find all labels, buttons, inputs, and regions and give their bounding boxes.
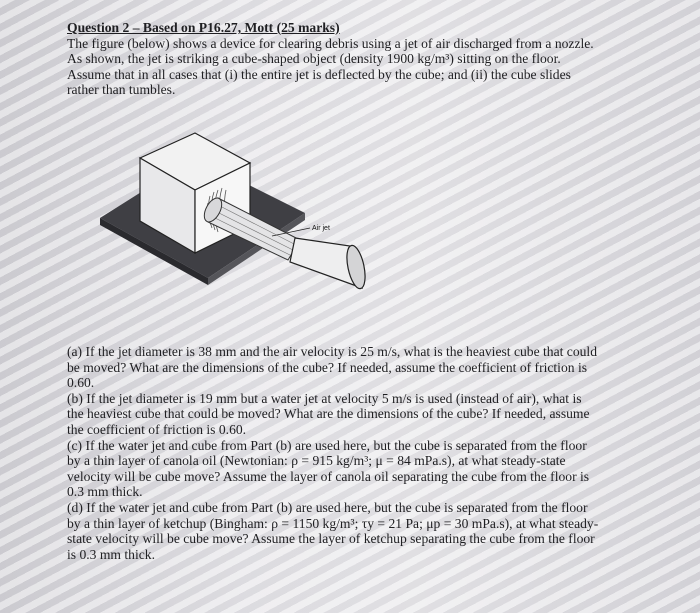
- question-parts: [67, 344, 667, 562]
- part-a-line: (a) If the jet diameter is 38 mm and the air velocity is 25 m/s, what is the heaviest cube that could: [67, 344, 598, 359]
- part-b-line: the heaviest cube that could be moved? What are the dimensions of the cube? If needed, assume: [67, 406, 590, 422]
- part-c-line: 0.3 mm thick.: [67, 484, 143, 500]
- part-d-line: is 0.3 mm thick.: [67, 546, 155, 562]
- part-b-line: (b) If the jet diameter is 19 mm but a water jet at velocity 5 m/s is used (instead of air), what is: [67, 390, 582, 406]
- part-a-line: be moved? What are the dimensions of the cube? If needed, assume the coefficient of friction is: [67, 359, 588, 375]
- question-header: [67, 20, 667, 98]
- intro-line: The figure (below) shows a device for clearing debris using a jet of air discharged from a nozzle.: [67, 35, 594, 51]
- debris-clearing-figure: [100, 128, 390, 318]
- question-title: Question 2 – Based on P16.27, Mott (25 marks): [67, 20, 340, 35]
- part-b-line: the coefficient of friction is 0.60.: [67, 421, 247, 437]
- part-d-line: state velocity will be cube move? Assume the layer of ketchup separating the cube from the floor: [67, 531, 595, 547]
- part-c-line: by a thin layer of canola oil (Newtonian: ρ = 915 kg/m³; μ = 84 mPa.s), at what steady-state: [67, 453, 566, 469]
- air-jet-label: Air jet: [312, 225, 330, 232]
- part-a-line: 0.60.: [67, 375, 95, 391]
- part-c-line: velocity will be cube move? Assume the layer of canola oil separating the cube from the floor is: [67, 468, 590, 484]
- intro-line: rather than tumbles.: [67, 82, 176, 98]
- part-d-line: (d) If the water jet and cube from Part (b) are used here, but the cube is separated from the floor: [67, 499, 588, 515]
- part-c-line: (c) If the water jet and cube from Part (b) are used here, but the cube is separated from the floor: [67, 437, 587, 453]
- intro-line: As shown, the jet is striking a cube-shaped object (density 1900 kg/m³) sitting on the floor.: [67, 51, 561, 67]
- part-d-line: by a thin layer of ketchup (Bingham: ρ = 1150 kg/m³; τy = 21 Pa; μp = 30 mPa.s), at what steady-: [67, 515, 599, 531]
- intro-line: Assume that in all cases that (i) the entire jet is deflected by the cube; and (ii) the cube slides: [67, 66, 571, 82]
